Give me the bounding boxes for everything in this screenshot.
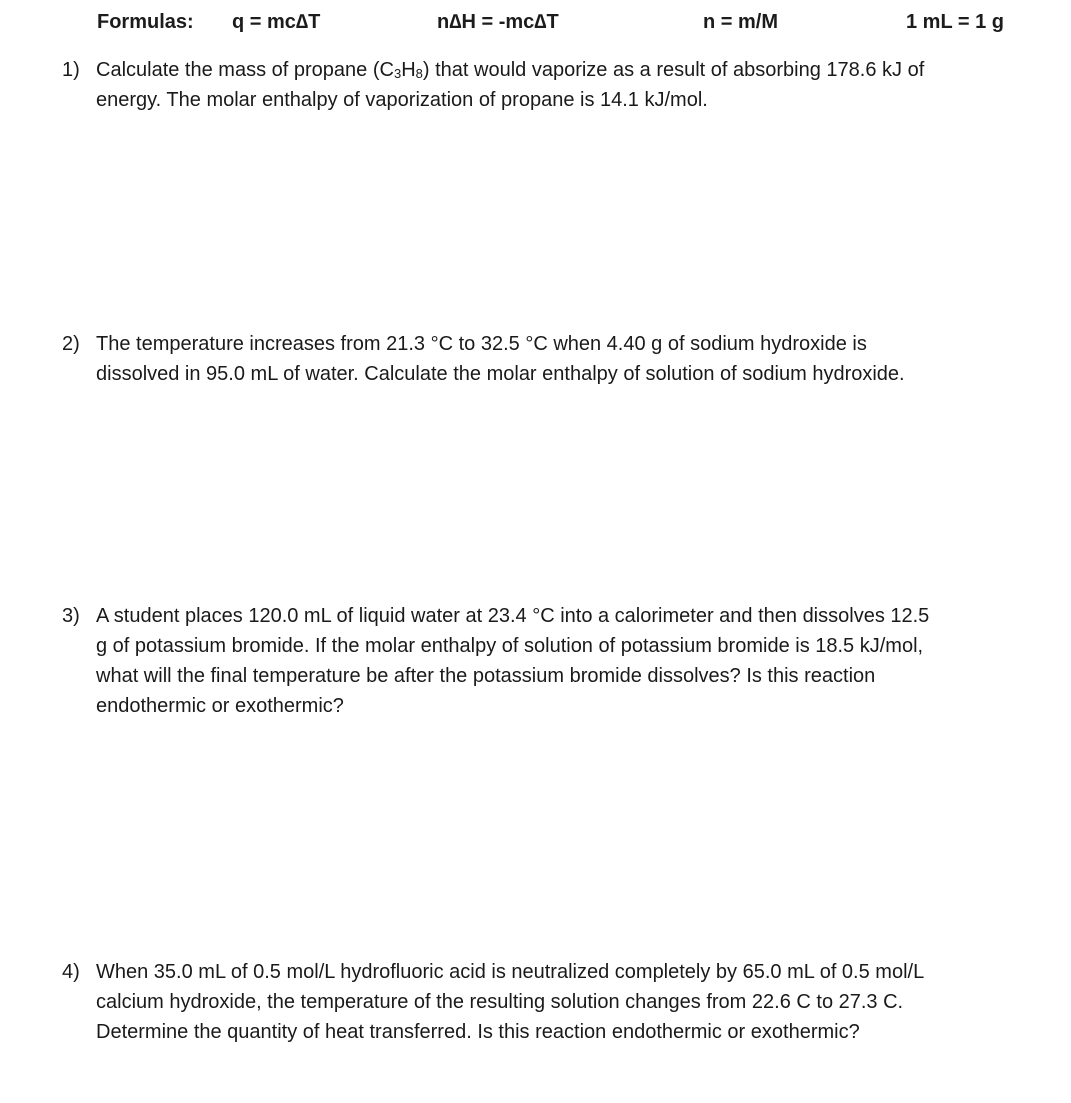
question-3-line-3: what will the final temperature be after the potassium bromide dissolves? Is this reaction [96, 665, 876, 687]
question-3-line-4: endothermic or exothermic? [96, 695, 344, 717]
question-1-line-1: Calculate the mass of propane $(C_3H_8)$ that would vaporize as a result of absorbing 178.6 kJ of [96, 59, 925, 81]
question-number: 4) [62, 961, 80, 983]
formula-density: 1 mL = 1 g [906, 11, 1005, 33]
question-number: 2) [62, 333, 80, 355]
question-number: 1) [62, 59, 80, 81]
question-3-line-1: A student places 120.0 mL of liquid water at 23.4 °C into a calorimeter and then dissolves 12.5 [96, 605, 930, 627]
formula-heat: q = mc∆T [232, 11, 321, 33]
question-2-line-1: The temperature increases from 21.3 °C to 32.5 °C when 4.40 g of sodium hydroxide is [96, 333, 867, 355]
question-4-line-3: Determine the quantity of heat transferred. Is this reaction endothermic or exothermic? [96, 1021, 860, 1043]
formulas-header [0, 11, 1071, 39]
formula-moles: n = m/M [703, 11, 779, 33]
question-1-line-2: energy. The molar enthalpy of vaporization of propane is 14.1 kJ/mol. [96, 89, 708, 111]
formula-enthalpy: n∆H = -mc∆T [437, 11, 559, 33]
question-4-line-2: calcium hydroxide, the temperature of the resulting solution changes from 22.6 C to 27.3 C. [96, 991, 904, 1013]
question-3-line-2: g of potassium bromide. If the molar enthalpy of solution of potassium bromide is 18.5 kJ/mol, [96, 635, 924, 657]
question-number: 3) [62, 605, 80, 627]
question-4-line-1: When 35.0 mL of 0.5 mol/L hydrofluoric acid is neutralized completely by 65.0 mL of 0.5 mol/L [96, 961, 925, 983]
formulas-label: Formulas: [97, 11, 194, 33]
question-2-line-2: dissolved in 95.0 mL of water. Calculate the molar enthalpy of solution of sodium hydroxide. [96, 363, 905, 385]
